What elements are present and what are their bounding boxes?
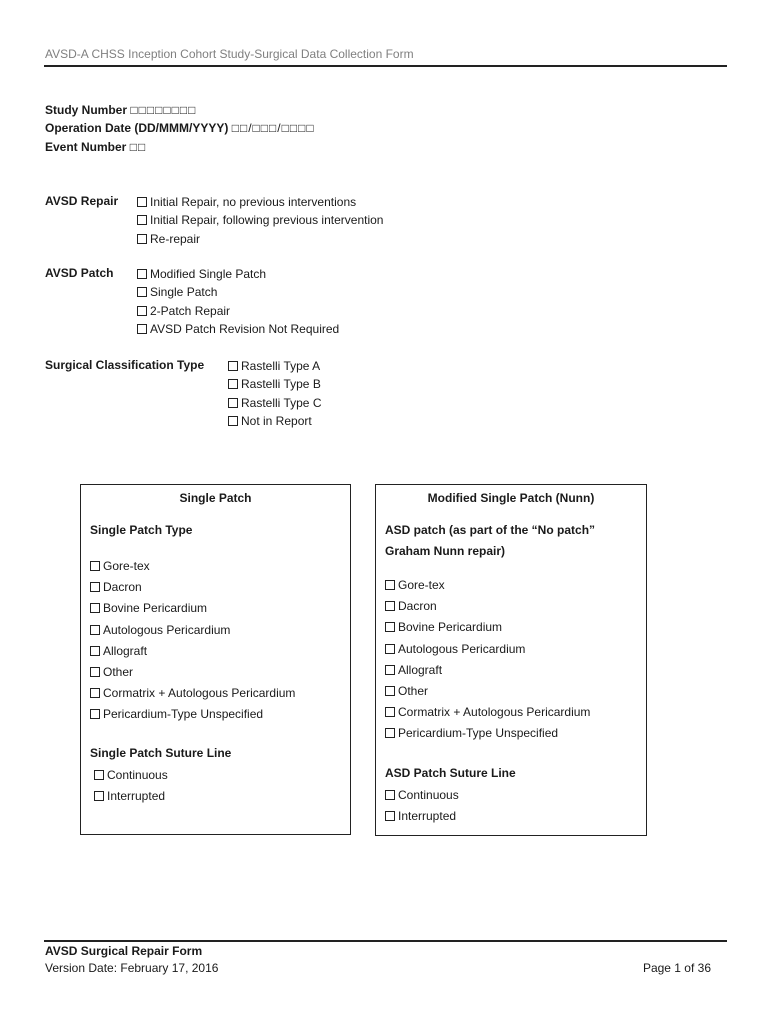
checkbox-icon[interactable] — [385, 665, 395, 675]
checkbox-icon[interactable] — [137, 269, 147, 279]
checkbox-icon[interactable] — [385, 686, 395, 696]
checkbox-option[interactable]: Bovine Pericardium — [385, 617, 590, 638]
asd-patch-label-line2: Graham Nunn repair) — [385, 544, 506, 558]
checkbox-option[interactable]: Pericardium-Type Unspecified — [385, 723, 590, 744]
checkbox-icon[interactable] — [385, 707, 395, 717]
checkbox-icon[interactable] — [90, 646, 100, 656]
avsd-repair-label: AVSD Repair — [45, 194, 119, 208]
checkbox-icon[interactable] — [90, 582, 100, 592]
checkbox-option[interactable]: Re-repair — [137, 230, 383, 248]
event-number-label: Event Number — [45, 140, 127, 154]
study-number-field[interactable] — [45, 103, 196, 117]
study-number-boxes[interactable]: □□□□□□□□ — [130, 103, 197, 117]
event-number-field[interactable] — [45, 140, 146, 154]
checkbox-option[interactable]: Gore-tex — [90, 556, 295, 577]
modified-single-patch-panel — [375, 484, 647, 836]
checkbox-option[interactable]: Not in Report — [228, 412, 321, 430]
avsd-patch-options — [137, 265, 339, 339]
checkbox-option[interactable]: 2-Patch Repair — [137, 302, 339, 320]
operation-date-label: Operation Date (DD/MMM/YYYY) — [45, 121, 229, 135]
checkbox-option[interactable]: Pericardium-Type Unspecified — [90, 704, 295, 725]
checkbox-icon[interactable] — [385, 790, 395, 800]
checkbox-option[interactable]: Allograft — [90, 641, 295, 662]
single-patch-title: Single Patch — [179, 491, 252, 505]
form-header-title: AVSD-A CHSS Inception Cohort Study-Surgical Data Collection Form — [45, 47, 414, 61]
avsd-patch-label: AVSD Patch — [45, 266, 114, 280]
event-number-boxes[interactable]: □□ — [129, 140, 147, 154]
footer-version-date: Version Date: February 17, 2016 — [45, 961, 219, 975]
checkbox-option[interactable]: Bovine Pericardium — [90, 598, 295, 619]
footer-page-number: Page 1 of 36 — [642, 961, 711, 975]
checkbox-icon[interactable] — [385, 601, 395, 611]
checkbox-icon[interactable] — [385, 728, 395, 738]
footer-divider — [44, 940, 727, 942]
checkbox-icon[interactable] — [385, 622, 395, 632]
single-patch-type-label: Single Patch Type — [90, 523, 193, 537]
modified-patch-type-options — [385, 575, 590, 745]
checkbox-option[interactable]: Gore-tex — [385, 575, 590, 596]
single-patch-suture-label: Single Patch Suture Line — [90, 746, 232, 760]
operation-date-field[interactable] — [45, 121, 315, 135]
checkbox-option[interactable]: Modified Single Patch — [137, 265, 339, 283]
checkbox-option[interactable]: Autologous Pericardium — [385, 639, 590, 660]
checkbox-icon[interactable] — [137, 197, 147, 207]
checkbox-icon[interactable] — [228, 361, 238, 371]
checkbox-option[interactable]: Single Patch — [137, 283, 339, 301]
checkbox-icon[interactable] — [137, 306, 147, 316]
checkbox-option[interactable]: AVSD Patch Revision Not Required — [137, 320, 339, 338]
checkbox-icon[interactable] — [385, 644, 395, 654]
asd-patch-suture-label: ASD Patch Suture Line — [385, 766, 516, 780]
single-patch-panel — [80, 484, 351, 835]
checkbox-icon[interactable] — [385, 811, 395, 821]
modified-single-patch-title: Modified Single Patch (Nunn) — [427, 491, 595, 505]
surgical-classification-label: Surgical Classification Type — [45, 358, 205, 372]
checkbox-icon[interactable] — [90, 625, 100, 635]
avsd-repair-options — [137, 193, 383, 248]
checkbox-option[interactable]: Other — [90, 662, 295, 683]
checkbox-icon[interactable] — [228, 416, 238, 426]
single-patch-type-options — [90, 556, 295, 726]
checkbox-option[interactable]: Rastelli Type A — [228, 357, 321, 375]
surgical-classification-options — [228, 357, 321, 431]
checkbox-option[interactable]: Rastelli Type B — [228, 375, 321, 393]
checkbox-option[interactable]: Cormatrix + Autologous Pericardium — [385, 702, 590, 723]
checkbox-option[interactable]: Interrupted — [385, 806, 459, 827]
study-number-label: Study Number — [45, 103, 128, 117]
checkbox-icon[interactable] — [94, 791, 104, 801]
asd-patch-label-line1: ASD patch (as part of the “No patch” — [385, 523, 596, 537]
checkbox-option[interactable]: Dacron — [90, 577, 295, 598]
checkbox-option[interactable]: Dacron — [385, 596, 590, 617]
checkbox-icon[interactable] — [137, 234, 147, 244]
checkbox-option[interactable]: Continuous — [94, 765, 168, 786]
checkbox-icon[interactable] — [228, 398, 238, 408]
checkbox-icon[interactable] — [137, 287, 147, 297]
asd-patch-suture-options — [385, 785, 459, 827]
checkbox-option[interactable]: Allograft — [385, 660, 590, 681]
checkbox-option[interactable]: Cormatrix + Autologous Pericardium — [90, 683, 295, 704]
checkbox-option[interactable]: Interrupted — [94, 786, 168, 807]
checkbox-icon[interactable] — [90, 667, 100, 677]
checkbox-icon[interactable] — [137, 324, 147, 334]
checkbox-icon[interactable] — [137, 215, 147, 225]
checkbox-option[interactable]: Rastelli Type C — [228, 394, 321, 412]
footer-form-name: AVSD Surgical Repair Form — [45, 944, 203, 958]
checkbox-icon[interactable] — [228, 379, 238, 389]
checkbox-icon[interactable] — [90, 561, 100, 571]
checkbox-option[interactable]: Initial Repair, following previous intervention — [137, 211, 383, 229]
checkbox-icon[interactable] — [90, 688, 100, 698]
checkbox-icon[interactable] — [94, 770, 104, 780]
checkbox-icon[interactable] — [90, 709, 100, 719]
operation-date-boxes[interactable]: □□/□□□/□□□□ — [231, 121, 315, 135]
header-divider — [44, 65, 727, 67]
checkbox-option[interactable]: Other — [385, 681, 590, 702]
checkbox-icon[interactable] — [90, 603, 100, 613]
single-patch-suture-options — [94, 765, 168, 807]
checkbox-option[interactable]: Initial Repair, no previous interventions — [137, 193, 383, 211]
checkbox-icon[interactable] — [385, 580, 395, 590]
checkbox-option[interactable]: Continuous — [385, 785, 459, 806]
checkbox-option[interactable]: Autologous Pericardium — [90, 620, 295, 641]
